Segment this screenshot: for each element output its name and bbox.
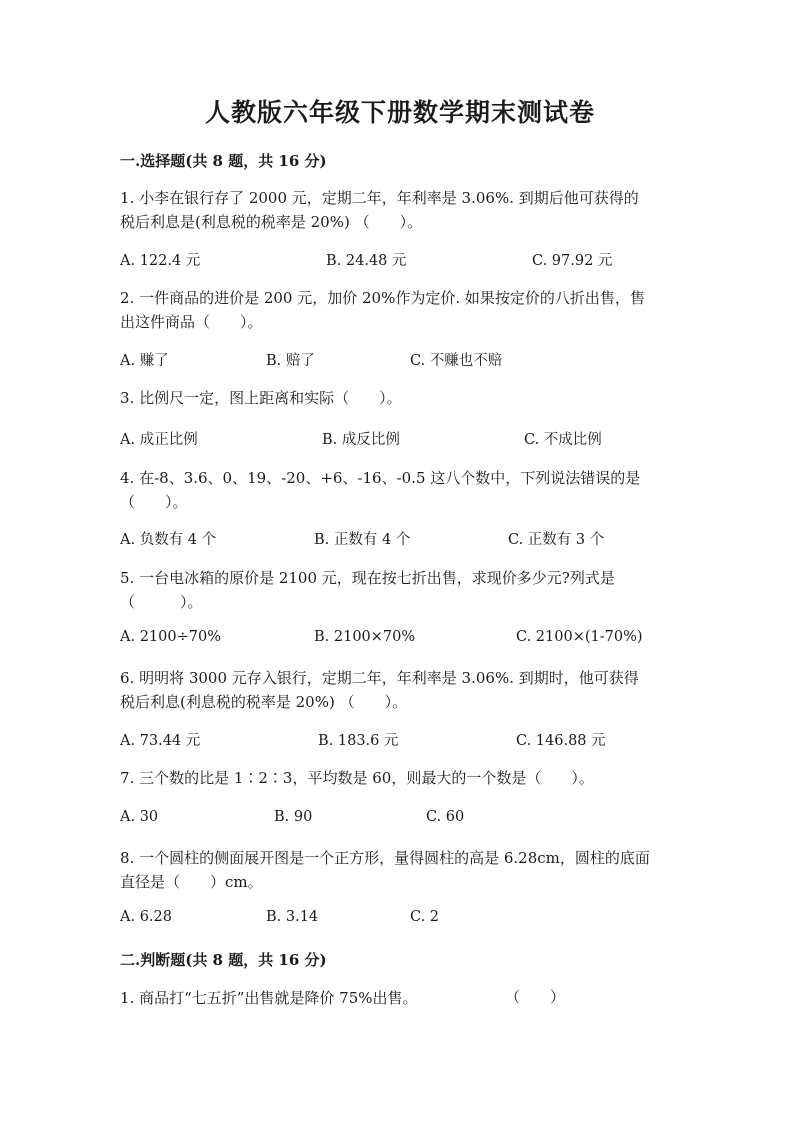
option-b[interactable]: B. 赔了 <box>266 353 315 369</box>
option-c[interactable]: C. 146.88 元 <box>516 733 606 749</box>
option-c[interactable]: C. 60 <box>426 809 465 825</box>
option-c[interactable]: C. 2100×(1-70%) <box>516 629 643 645</box>
question-3 <box>120 386 680 410</box>
options-3 <box>120 428 680 450</box>
option-a[interactable]: A. 赚了 <box>120 353 169 369</box>
section-heading-choice: 一.选择题(共 8 题，共 16 分) <box>120 152 327 170</box>
question-7 <box>120 766 680 790</box>
option-c[interactable]: C. 正数有 3 个 <box>508 532 605 548</box>
question-line: 出这件商品（ ）。 <box>120 313 263 331</box>
section-heading-judge: 二.判断题(共 8 题，共 16 分) <box>120 951 327 969</box>
option-a[interactable]: A. 73.44 元 <box>120 733 201 749</box>
options-6 <box>120 729 680 751</box>
option-c[interactable]: C. 不成比例 <box>524 432 602 448</box>
option-a[interactable]: A. 122.4 元 <box>120 253 201 269</box>
option-c[interactable]: C. 97.92 元 <box>532 253 613 269</box>
question-line: 7. 三个数的比是 1∶2∶3，平均数是 60，则最大的一个数是（ ）。 <box>120 769 594 787</box>
question-line: 税后利息(利息税的税率是 20%) （ ）。 <box>120 693 408 711</box>
question-6 <box>120 666 680 714</box>
question-line: 3. 比例尺一定，图上距离和实际（ ）。 <box>120 389 402 407</box>
option-b[interactable]: B. 183.6 元 <box>318 733 399 749</box>
question-line: 直径是（ ）cm。 <box>120 873 263 891</box>
option-b[interactable]: B. 正数有 4 个 <box>314 532 411 548</box>
option-a[interactable]: A. 2100÷70% <box>120 629 221 645</box>
question-2 <box>120 286 680 334</box>
question-8 <box>120 846 680 894</box>
question-line: 税后利息是(利息税的税率是 20%) （ ）。 <box>120 213 423 231</box>
question-4 <box>120 466 680 514</box>
question-5 <box>120 566 680 614</box>
question-line: 2. 一件商品的进价是 200 元，加价 20%作为定价. 如果按定价的八折出售，售 <box>120 289 645 307</box>
page-title: 人教版六年级下册数学期末测试卷 <box>204 98 595 127</box>
option-c[interactable]: C. 不赚也不赔 <box>410 353 503 369</box>
option-b[interactable]: B. 成反比例 <box>322 432 400 448</box>
option-b[interactable]: B. 90 <box>274 809 313 825</box>
options-5 <box>120 629 680 651</box>
question-line: 1. 小李在银行存了 2000 元，定期二年，年利率是 3.06%. 到期后他可获得的 <box>120 189 639 207</box>
option-a[interactable]: A. 成正比例 <box>120 432 198 448</box>
options-7 <box>120 809 680 831</box>
options-2 <box>120 349 680 371</box>
answer-bracket[interactable]: （ ） <box>505 988 566 1006</box>
question-line: （ ）。 <box>120 593 203 611</box>
question-line: 8. 一个圆柱的侧面展开图是一个正方形，量得圆柱的高是 6.28cm，圆柱的底面 <box>120 849 650 867</box>
question-line: （ ）。 <box>120 493 188 511</box>
question-line: 5. 一台电冰箱的原价是 2100 元，现在按七折出售，求现价多少元?列式是 <box>120 569 615 587</box>
option-b[interactable]: B. 2100×70% <box>314 629 416 645</box>
options-1 <box>120 249 680 271</box>
option-a[interactable]: A. 负数有 4 个 <box>120 532 217 548</box>
question-1 <box>120 186 680 234</box>
option-c[interactable]: C. 2 <box>410 909 440 925</box>
question-line: 4. 在-8、3.6、0、19、-20、+6、-16、-0.5 这八个数中，下列说法错误的是 <box>120 469 641 487</box>
options-8 <box>120 909 680 931</box>
question-line: 6. 明明将 3000 元存入银行，定期二年，年利率是 3.06%. 到期时，他可获得 <box>120 669 639 687</box>
option-b[interactable]: B. 3.14 <box>266 909 319 925</box>
option-a[interactable]: A. 6.28 <box>120 909 172 925</box>
options-4 <box>120 528 680 550</box>
option-a[interactable]: A. 30 <box>120 809 159 825</box>
option-b[interactable]: B. 24.48 元 <box>326 253 407 269</box>
judge-question-1: 1. 商品打“七五折”出售就是降价 75%出售。 <box>120 989 418 1007</box>
